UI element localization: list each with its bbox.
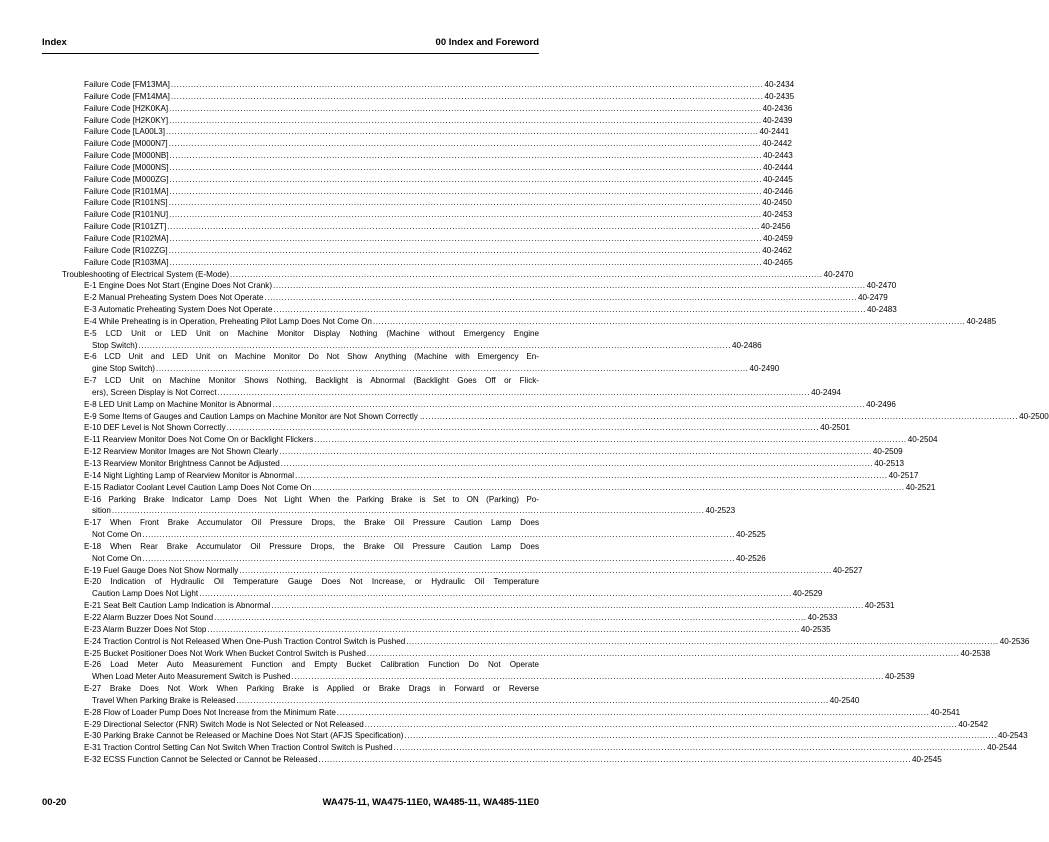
index-entry-failure-code xyxy=(62,103,793,115)
index-entry-e-mode xyxy=(62,719,989,731)
index-list xyxy=(62,79,1049,766)
entry-title: E-2 Manual Preheating System Does Not Operate xyxy=(84,293,264,303)
entry-title-line: E-7 LCD Unit on Machine Monitor Shows Nothing, Backlight is Abnormal (Backlight Goes Off or Flick- xyxy=(84,376,539,386)
index-entry-e-mode xyxy=(62,304,897,316)
index-entry-e-mode xyxy=(62,351,780,375)
entry-title-line: E-20 Indication of Hydraulic Oil Temperature Gauge Does Not Increase, or Hydraulic Oil Temperature xyxy=(84,577,539,587)
dot-leader xyxy=(273,280,866,292)
entry-title-line: E-18 When Rear Brake Accumulator Oil Pressure Drops, the Brake Oil Pressure Caution Lamp Does xyxy=(84,541,539,551)
entry-page: 40-2538 xyxy=(960,648,991,658)
dot-leader xyxy=(227,422,820,434)
entry-title-line: E-5 LCD Unit or LED Unit on Machine Monitor Display Nothing (Machine without Emergency Engine xyxy=(84,328,539,338)
index-row xyxy=(62,624,831,636)
dot-leader xyxy=(281,458,874,470)
entry-page: 40-2444 xyxy=(763,162,793,172)
header-section-label: Index xyxy=(42,37,67,48)
entry-page: 40-2533 xyxy=(807,612,838,622)
entry-title: Failure Code [R102MA] xyxy=(84,233,169,243)
index-entry-e-mode xyxy=(62,280,897,292)
index-row xyxy=(62,150,793,162)
index-row xyxy=(62,209,793,221)
dot-leader xyxy=(166,126,759,138)
entry-title: Failure Code [M000ZG] xyxy=(84,174,169,184)
entry-page: 40-2496 xyxy=(866,399,896,409)
entry-title: sition xyxy=(92,506,111,516)
index-row xyxy=(62,233,793,245)
entry-page: 40-2485 xyxy=(966,316,997,326)
index-row xyxy=(62,292,888,304)
index-entry-e-mode xyxy=(62,422,850,434)
index-row xyxy=(62,470,919,482)
index-row xyxy=(62,411,1049,423)
entry-page: 40-2526 xyxy=(736,553,766,563)
entry-title-line: E-27 Brake Does Not Work When Parking Brake is Applied or Brake Drags in Forward or Reverse xyxy=(84,684,539,694)
entry-title: Not Come On xyxy=(92,530,142,540)
entry-title: Failure Code [FM13MA] xyxy=(84,80,170,89)
index-entry-e-mode xyxy=(62,399,896,411)
dot-leader xyxy=(367,648,960,660)
entry-page: 40-2513 xyxy=(874,459,904,468)
entry-title: Failure Code [FM14MA] xyxy=(84,91,170,101)
index-entry-e-mode xyxy=(62,576,823,600)
entry-title: Failure Code [H2K0KA] xyxy=(84,103,169,113)
entry-title: Stop Switch) xyxy=(92,340,138,350)
index-row xyxy=(62,387,841,399)
entry-page: 40-2441 xyxy=(759,127,790,137)
entry-page: 40-2443 xyxy=(763,151,793,161)
entry-page: 40-2442 xyxy=(762,139,792,149)
entry-page: 40-2539 xyxy=(884,672,915,682)
entry-page: 40-2535 xyxy=(800,624,831,634)
dot-leader xyxy=(169,245,762,257)
index-entry-failure-code xyxy=(62,150,793,162)
dot-leader xyxy=(156,363,749,375)
dot-leader xyxy=(319,754,912,766)
dot-leader xyxy=(230,269,823,281)
dot-leader xyxy=(199,588,792,600)
entry-page: 40-2483 xyxy=(867,305,897,315)
dot-leader xyxy=(337,707,930,719)
index-entry-e-mode xyxy=(62,541,766,565)
dot-leader xyxy=(265,292,858,304)
entry-title: E-19 Fuel Gauge Does Not Show Normally xyxy=(84,565,239,575)
entry-page: 40-2439 xyxy=(762,115,793,125)
entry-title: E-3 Automatic Preheating System Does Not Operate xyxy=(84,305,273,315)
entry-page: 40-2541 xyxy=(930,707,961,717)
dot-leader xyxy=(365,719,958,731)
entry-page: 40-2459 xyxy=(763,233,793,243)
dot-leader xyxy=(274,304,867,316)
dot-leader xyxy=(170,257,763,269)
index-entry-e-mode xyxy=(62,411,1049,423)
entry-title: Troubleshooting of Electrical System (E-Mode) xyxy=(62,269,230,279)
entry-page: 40-2544 xyxy=(987,743,1017,753)
index-row xyxy=(62,304,897,316)
index-row xyxy=(62,600,895,612)
entry-title-line: E-17 When Front Brake Accumulator Oil Pressure Drops, the Brake Oil Pressure Caution Lamp Does xyxy=(84,518,539,528)
index-row xyxy=(62,245,792,257)
entry-page: 40-2531 xyxy=(864,601,895,611)
dot-leader xyxy=(169,209,762,221)
entry-page: 40-2504 xyxy=(907,435,938,445)
index-entry-failure-code xyxy=(62,209,793,221)
dot-leader xyxy=(170,186,763,198)
entry-page: 40-2462 xyxy=(762,245,792,255)
entry-page: 40-2456 xyxy=(760,222,791,232)
index-row xyxy=(62,612,838,624)
index-row xyxy=(62,126,790,138)
index-row xyxy=(62,269,854,281)
entry-page: 40-2517 xyxy=(888,470,919,480)
entry-page: 40-2523 xyxy=(705,506,736,516)
index-row xyxy=(62,280,897,292)
index-row xyxy=(62,529,766,541)
dot-leader xyxy=(170,162,763,174)
dot-leader xyxy=(236,695,829,707)
index-entry-failure-code xyxy=(62,115,793,127)
entry-page: 40-2490 xyxy=(749,364,780,374)
entry-title: E-13 Rearview Monitor Brightness Cannot be Adjusted xyxy=(84,459,280,468)
entry-page: 40-2470 xyxy=(866,281,897,291)
entry-page: 40-2494 xyxy=(811,387,841,397)
entry-title: E-1 Engine Does Not Start (Engine Does Not Crank) xyxy=(84,281,273,291)
index-entry-failure-code xyxy=(62,162,793,174)
entry-page: 40-2545 xyxy=(912,755,942,765)
index-row xyxy=(62,671,915,683)
index-entry-failure-code xyxy=(62,221,791,233)
footer-page-number: 00-20 xyxy=(42,797,67,808)
index-row xyxy=(62,422,850,434)
index-entry-e-mode xyxy=(62,648,991,660)
index-entry-e-mode xyxy=(62,292,888,304)
entry-page: 40-2540 xyxy=(829,695,860,705)
entry-title: Caution Lamp Does Not Light xyxy=(92,589,199,599)
dot-leader xyxy=(291,671,884,683)
index-entry-e-mode xyxy=(62,446,903,458)
entry-title: Failure Code [M000NB] xyxy=(84,151,169,161)
dot-leader xyxy=(170,174,763,186)
entry-title: E-28 Flow of Loader Pump Does Not Increase from the Minimum Rate xyxy=(84,707,336,717)
index-row xyxy=(62,754,942,766)
dot-leader xyxy=(273,399,866,411)
dot-leader xyxy=(169,138,762,150)
dot-leader xyxy=(426,411,1019,423)
index-row xyxy=(62,162,793,174)
entry-title-line: E-16 Parking Brake Indicator Lamp Does Not Light When the Parking Brake is Set to ON (Parking) Po- xyxy=(84,494,539,504)
entry-title: Failure Code [R102ZG] xyxy=(84,245,168,255)
index-row xyxy=(62,446,903,458)
dot-leader xyxy=(214,612,807,624)
entry-page: 40-2500 xyxy=(1019,411,1049,421)
dot-leader xyxy=(279,446,872,458)
footer-model-list: WA475-11, WA475-11E0, WA485-11, WA485-11E0 xyxy=(322,797,539,808)
entry-page: 40-2527 xyxy=(832,565,863,575)
dot-leader xyxy=(112,505,705,517)
index-entry-failure-code xyxy=(62,197,792,209)
entry-title: E-11 Rearview Monitor Does Not Come On or Backlight Flickers xyxy=(84,435,314,445)
dot-leader xyxy=(169,115,762,127)
dot-leader xyxy=(170,150,763,162)
header-chapter-label: 00 Index and Foreword xyxy=(435,37,539,48)
dot-leader xyxy=(207,624,800,636)
entry-page: 40-2501 xyxy=(820,423,850,433)
dot-leader xyxy=(406,636,999,648)
entry-title: E-12 Rearview Monitor Images are Not Shown Clearly xyxy=(84,447,279,457)
index-row xyxy=(62,565,863,577)
entry-title: E-23 Alarm Buzzer Does Not Stop xyxy=(84,624,207,634)
dot-leader xyxy=(138,340,731,352)
index-entry-failure-code xyxy=(62,79,795,91)
dot-leader xyxy=(218,387,811,399)
entry-page: 40-2446 xyxy=(763,186,793,196)
dot-leader xyxy=(373,316,966,328)
dot-leader xyxy=(142,553,735,565)
entry-title: Travel When Parking Brake is Released xyxy=(92,695,236,705)
dot-leader xyxy=(170,233,763,245)
index-row xyxy=(62,186,793,198)
index-entry-e-mode xyxy=(62,624,831,636)
index-entry-e-mode xyxy=(62,612,838,624)
entry-title: E-25 Bucket Positioner Does Not Work When Bucket Control Switch is Pushed xyxy=(84,648,366,658)
entry-title: E-8 LED Unit Lamp on Machine Monitor is Abnormal xyxy=(84,399,272,409)
dot-leader xyxy=(169,197,762,209)
entry-title: Failure Code [R101NU] xyxy=(84,210,169,220)
entry-title: E-21 Seat Belt Caution Lamp Indication is Abnormal xyxy=(84,601,271,611)
index-entry-e-mode xyxy=(62,636,1030,648)
entry-title: E-22 Alarm Buzzer Does Not Sound xyxy=(84,612,214,622)
index-row xyxy=(62,695,860,707)
entry-title-line: E-26 Load Meter Auto Measurement Function and Empty Bucket Calibration Function Do Not Operate xyxy=(84,660,539,670)
index-entry-e-mode xyxy=(62,742,1017,754)
entry-title: Failure Code [M000N7] xyxy=(84,139,168,149)
dot-leader xyxy=(142,529,735,541)
index-entry-failure-code xyxy=(62,91,795,103)
index-entry-e-mode xyxy=(62,434,938,446)
index-row xyxy=(62,103,793,115)
entry-page: 40-2435 xyxy=(764,91,795,101)
index-row xyxy=(62,505,736,517)
entry-page: 40-2453 xyxy=(762,210,793,220)
dot-leader xyxy=(171,91,764,103)
index-entry-failure-code xyxy=(62,138,792,150)
index-entry-failure-code xyxy=(62,257,793,269)
index-row xyxy=(62,340,762,352)
index-entry-e-mode xyxy=(62,375,841,399)
index-row xyxy=(62,588,823,600)
entry-page: 40-2434 xyxy=(764,80,795,89)
entry-page: 40-2479 xyxy=(858,293,888,303)
entry-title: Failure Code [H2K0KY] xyxy=(84,115,169,125)
index-entry-section xyxy=(62,269,854,281)
page-footer xyxy=(42,797,539,811)
entry-page: 40-2470 xyxy=(823,269,854,279)
index-entry-e-mode xyxy=(62,659,915,683)
index-row xyxy=(62,719,989,731)
index-row xyxy=(62,363,780,375)
index-entry-e-mode xyxy=(62,600,895,612)
index-entry-failure-code xyxy=(62,233,793,245)
entry-title: Failure Code [R103MA] xyxy=(84,257,169,267)
index-row xyxy=(62,316,997,328)
entry-page: 40-2450 xyxy=(762,198,792,208)
dot-leader xyxy=(167,221,760,233)
entry-title: E-30 Parking Brake Cannot be Released or Machine Does Not Start (AFJS Specification) xyxy=(84,731,404,741)
entry-title: E-10 DEF Level is Not Shown Correctly xyxy=(84,423,226,433)
entry-title: E-9 Some Items of Gauges and Caution Lamps on Machine Monitor are Not Shown Correctly .. xyxy=(84,411,425,421)
index-entry-e-mode xyxy=(62,328,762,352)
index-row xyxy=(62,399,896,411)
index-row xyxy=(62,730,1028,742)
dot-leader xyxy=(295,470,888,482)
index-row xyxy=(62,458,904,470)
entry-page: 40-2509 xyxy=(872,447,903,457)
dot-leader xyxy=(171,79,764,91)
entry-title: E-32 ECSS Function Cannot be Selected or Cannot be Released xyxy=(84,755,318,765)
entry-title: E-14 Night Lighting Lamp of Rearview Monitor is Abnormal xyxy=(84,470,295,480)
dot-leader xyxy=(314,434,907,446)
index-row xyxy=(62,648,991,660)
index-entry-e-mode xyxy=(62,730,1028,742)
dot-leader xyxy=(169,103,762,115)
index-row xyxy=(62,138,792,150)
entry-title: Failure Code [R101MA] xyxy=(84,186,169,196)
index-row xyxy=(62,636,1030,648)
index-row xyxy=(62,553,766,565)
entry-title: ers), Screen Display is Not Correct xyxy=(92,387,217,397)
index-row xyxy=(62,482,936,494)
entry-title-line: E-6 LCD Unit and LED Unit on Machine Monitor Do Not Show Anything (Machine with Emergency En- xyxy=(84,352,539,362)
page-header xyxy=(42,37,539,53)
index-entry-e-mode xyxy=(62,707,961,719)
entry-title: E-29 Directional Selector (FNR) Switch Mode is Not Selected or Not Released xyxy=(84,719,364,729)
index-entry-e-mode xyxy=(62,482,936,494)
entry-page: 40-2521 xyxy=(905,482,936,492)
dot-leader xyxy=(394,742,987,754)
entry-page: 40-2529 xyxy=(792,589,823,599)
index-entry-failure-code xyxy=(62,186,793,198)
dot-leader xyxy=(271,600,864,612)
entry-page: 40-2542 xyxy=(958,719,989,729)
index-row xyxy=(62,221,791,233)
index-entry-e-mode xyxy=(62,683,860,707)
entry-page: 40-2543 xyxy=(997,731,1028,741)
index-entry-e-mode xyxy=(62,458,904,470)
index-row xyxy=(62,434,938,446)
index-entry-failure-code xyxy=(62,126,790,138)
index-row xyxy=(62,257,793,269)
entry-title: Failure Code [R101ZT] xyxy=(84,222,167,232)
dot-leader xyxy=(312,482,905,494)
index-row xyxy=(62,91,795,103)
entry-page: 40-2525 xyxy=(736,530,766,540)
index-entry-e-mode xyxy=(62,316,997,328)
index-row xyxy=(62,742,1017,754)
index-row xyxy=(62,707,961,719)
index-row xyxy=(62,174,793,186)
index-entry-e-mode xyxy=(62,754,942,766)
entry-page: 40-2465 xyxy=(763,257,793,267)
entry-title: When Load Meter Auto Measurement Switch is Pushed xyxy=(92,672,291,682)
index-row xyxy=(62,197,792,209)
dot-leader xyxy=(404,730,997,742)
entry-title: Failure Code [R101NS] xyxy=(84,198,168,208)
index-entry-e-mode xyxy=(62,565,863,577)
entry-title: E-4 While Preheating is in Operation, Preheating Pilot Lamp Does Not Come On xyxy=(84,316,372,326)
entry-title: gine Stop Switch) xyxy=(92,364,155,374)
entry-title: Not Come On xyxy=(92,553,142,563)
entry-title: Failure Code [LA00L3] xyxy=(84,127,165,137)
entry-title: E-15 Radiator Coolant Level Caution Lamp Does Not Come On xyxy=(84,482,312,492)
index-entry-failure-code xyxy=(62,174,793,186)
index-row xyxy=(62,79,795,91)
index-entry-e-mode xyxy=(62,517,766,541)
index-row xyxy=(62,115,793,127)
dot-leader xyxy=(239,565,832,577)
entry-title: Failure Code [M000NS] xyxy=(84,162,169,172)
entry-title: E-31 Traction Control Setting Can Not Switch When Traction Control Switch is Pushed xyxy=(84,743,393,753)
entry-page: 40-2445 xyxy=(763,174,793,184)
index-entry-e-mode xyxy=(62,470,919,482)
index-entry-e-mode xyxy=(62,494,736,518)
entry-title: E-24 Traction Control is Not Released When One-Push Traction Control Switch is Pushed xyxy=(84,636,406,646)
entry-page: 40-2436 xyxy=(762,103,793,113)
entry-page: 40-2536 xyxy=(999,636,1030,646)
index-entry-failure-code xyxy=(62,245,792,257)
header-divider xyxy=(42,53,539,54)
entry-page: 40-2486 xyxy=(731,340,762,350)
